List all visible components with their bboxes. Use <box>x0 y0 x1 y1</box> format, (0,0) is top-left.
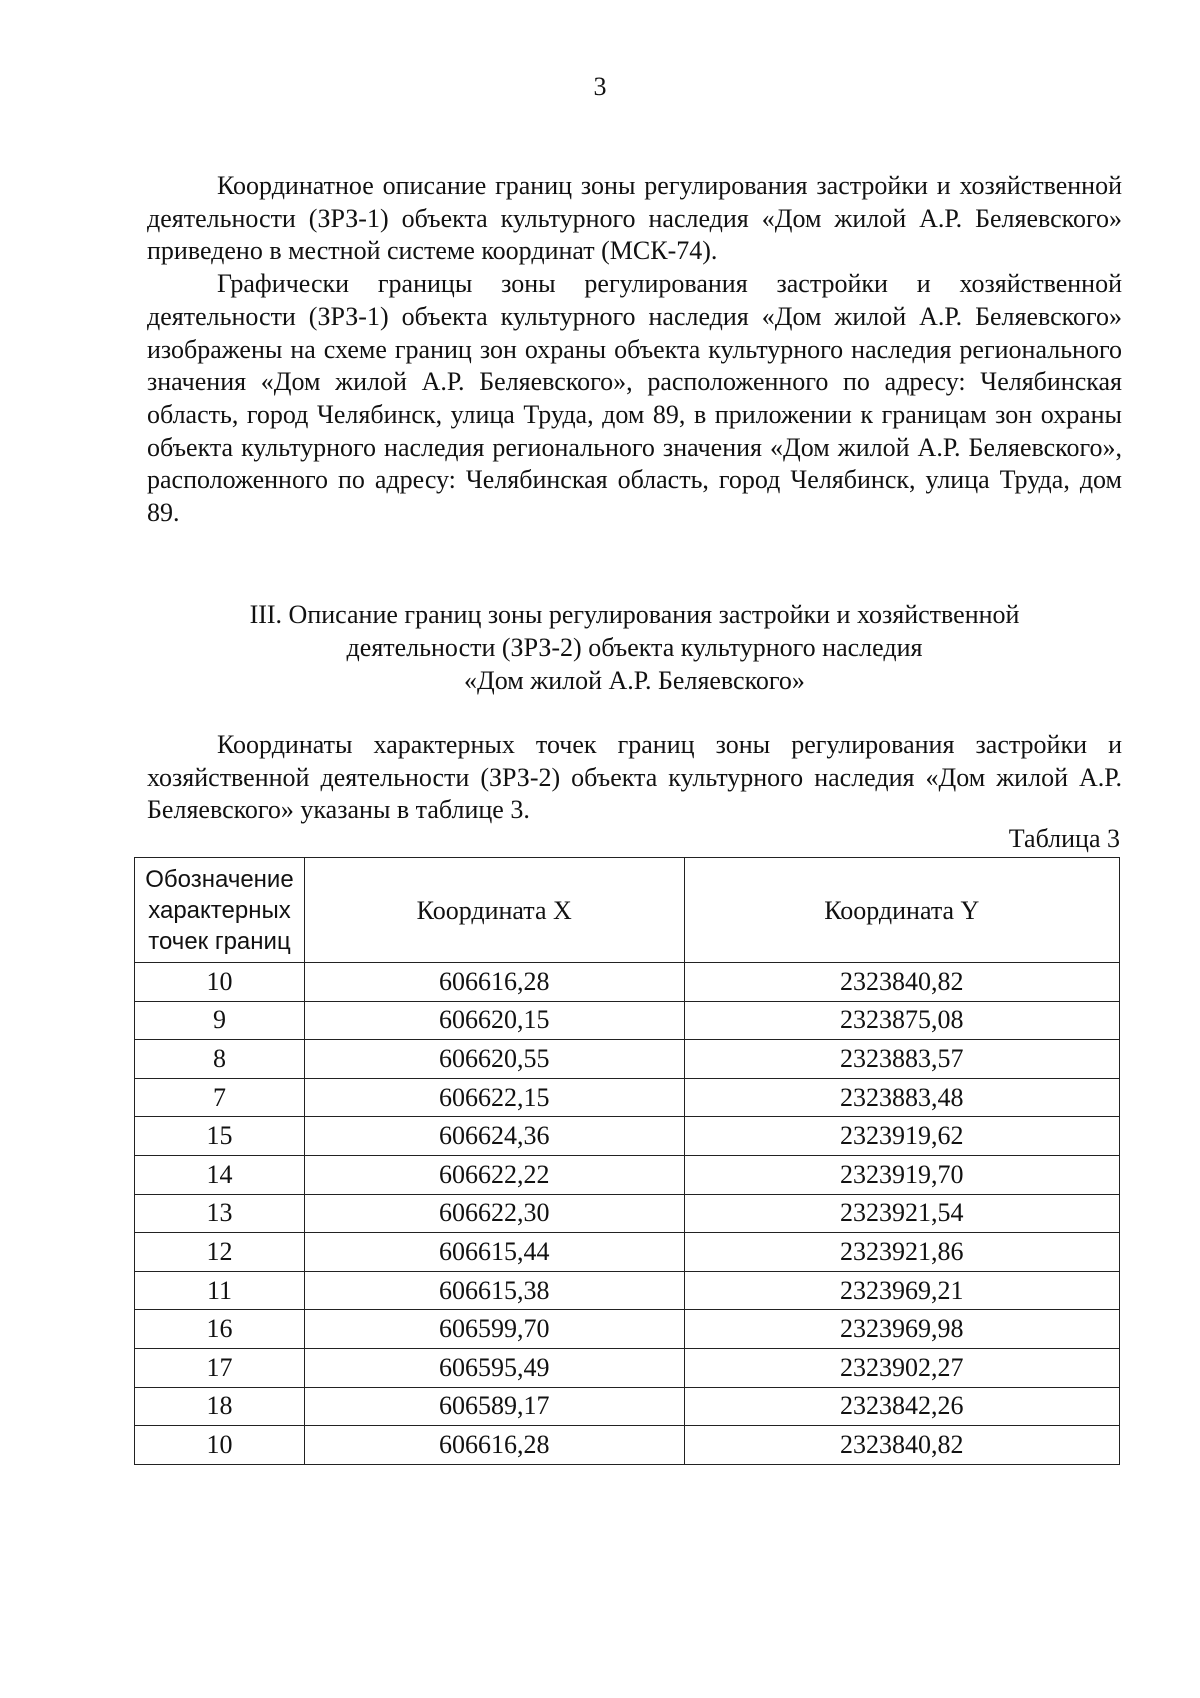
cell-point: 17 <box>135 1348 305 1387</box>
cell-coordinate-y: 2323875,08 <box>684 1001 1119 1040</box>
page-number: 3 <box>593 72 607 101</box>
cell-coordinate-x: 606595,49 <box>304 1348 684 1387</box>
cell-point: 14 <box>135 1155 305 1194</box>
cell-coordinate-y: 2323902,27 <box>684 1348 1119 1387</box>
cell-coordinate-y: 2323969,98 <box>684 1310 1119 1349</box>
intro-paragraph: Координатное описание границ зоны регулирования застройки и хозяйственной деятельности (ЗРЗ-1) объекта культурного наследия «Дом жилой А.Р. Беляевского» приведено в местной системе координат (МСК-74). <box>147 171 1122 266</box>
cell-coordinate-x: 606615,38 <box>304 1271 684 1310</box>
cell-coordinate-x: 606589,17 <box>304 1387 684 1426</box>
table-intro-paragraph: Координаты характерных точек границ зоны регулирования застройки и хозяйственной деятельности (ЗРЗ-2) объекта культурного наследия «Дом жилой А.Р. Беляевского» указаны в таблице 3. <box>147 730 1122 825</box>
header-point-designation <box>135 858 305 963</box>
cell-point: 9 <box>135 1001 305 1040</box>
table-body <box>135 963 1120 1465</box>
cell-coordinate-x: 606622,22 <box>304 1155 684 1194</box>
cell-point: 8 <box>135 1040 305 1079</box>
table-row <box>135 1233 1120 1272</box>
cell-coordinate-y: 2323919,70 <box>684 1155 1119 1194</box>
section-heading-line: III. Описание границ зоны регулирования застройки и хозяйственной <box>249 600 1020 629</box>
cell-point: 15 <box>135 1117 305 1156</box>
header-point-line: точек границ <box>148 927 291 955</box>
table-row <box>135 1348 1120 1387</box>
section-heading-line: «Дом жилой А.Р. Беляевского» <box>464 666 805 695</box>
table-row <box>135 1117 1120 1156</box>
cell-point: 11 <box>135 1271 305 1310</box>
cell-coordinate-y: 2323883,48 <box>684 1078 1119 1117</box>
cell-coordinate-y: 2323840,82 <box>684 1426 1119 1465</box>
table-row <box>135 1387 1120 1426</box>
table-row <box>135 1040 1120 1079</box>
cell-point: 12 <box>135 1233 305 1272</box>
cell-coordinate-x: 606616,28 <box>304 1426 684 1465</box>
cell-coordinate-y: 2323969,21 <box>684 1271 1119 1310</box>
table-row <box>135 1426 1120 1465</box>
cell-coordinate-y: 2323840,82 <box>684 963 1119 1002</box>
cell-coordinate-y: 2323842,26 <box>684 1387 1119 1426</box>
cell-coordinate-x: 606599,70 <box>304 1310 684 1349</box>
cell-point: 13 <box>135 1194 305 1233</box>
section-heading <box>147 598 1122 697</box>
cell-coordinate-y: 2323921,54 <box>684 1194 1119 1233</box>
table-row <box>135 1310 1120 1349</box>
header-point-line: Обозначение <box>145 865 294 893</box>
table-row <box>135 1271 1120 1310</box>
cell-coordinate-x: 606615,44 <box>304 1233 684 1272</box>
table-row <box>135 1001 1120 1040</box>
table-intro-text <box>147 729 1122 827</box>
cell-coordinate-x: 606620,15 <box>304 1001 684 1040</box>
cell-coordinate-y: 2323921,86 <box>684 1233 1119 1272</box>
header-point-line: характерных <box>148 896 291 924</box>
cell-coordinate-x: 606622,30 <box>304 1194 684 1233</box>
header-coordinate-y: Координата Y <box>684 858 1119 963</box>
cell-coordinate-y: 2323883,57 <box>684 1040 1119 1079</box>
cell-point: 16 <box>135 1310 305 1349</box>
cell-coordinate-y: 2323919,62 <box>684 1117 1119 1156</box>
table-header-row <box>135 858 1120 963</box>
section-heading-line: деятельности (ЗРЗ-2) объекта культурного наследия <box>346 633 923 662</box>
cell-point: 18 <box>135 1387 305 1426</box>
coordinates-table <box>134 857 1120 1465</box>
intro-text <box>147 170 1122 530</box>
header-coordinate-x: Координата X <box>304 858 684 963</box>
table-row <box>135 1194 1120 1233</box>
table-row <box>135 1155 1120 1194</box>
cell-coordinate-x: 606624,36 <box>304 1117 684 1156</box>
cell-coordinate-x: 606620,55 <box>304 1040 684 1079</box>
cell-point: 10 <box>135 1426 305 1465</box>
table-caption: Таблица 3 <box>1008 824 1120 853</box>
cell-point: 7 <box>135 1078 305 1117</box>
cell-point: 10 <box>135 963 305 1002</box>
table-row <box>135 1078 1120 1117</box>
cell-coordinate-x: 606622,15 <box>304 1078 684 1117</box>
intro-paragraph: Графически границы зоны регулирования застройки и хозяйственной деятельности (ЗРЗ-1) объекта культурного наследия «Дом жилой А.Р. Беляевского» изображены на схеме границ зон охраны объекта культурного наследия регионального значения «Дом жилой А.Р. Беляевского», расположенного по адресу: Челябинская область, город Челябинск, улица Труда, дом 89, в приложении к границам зон охраны объекта культурного наследия регионального значения «Дом жилой А.Р. Беляевского», расположенного по адресу: Челябинская область, город Челябинск, улица Труда, дом 89. <box>147 269 1122 528</box>
table-row <box>135 963 1120 1002</box>
cell-coordinate-x: 606616,28 <box>304 963 684 1002</box>
